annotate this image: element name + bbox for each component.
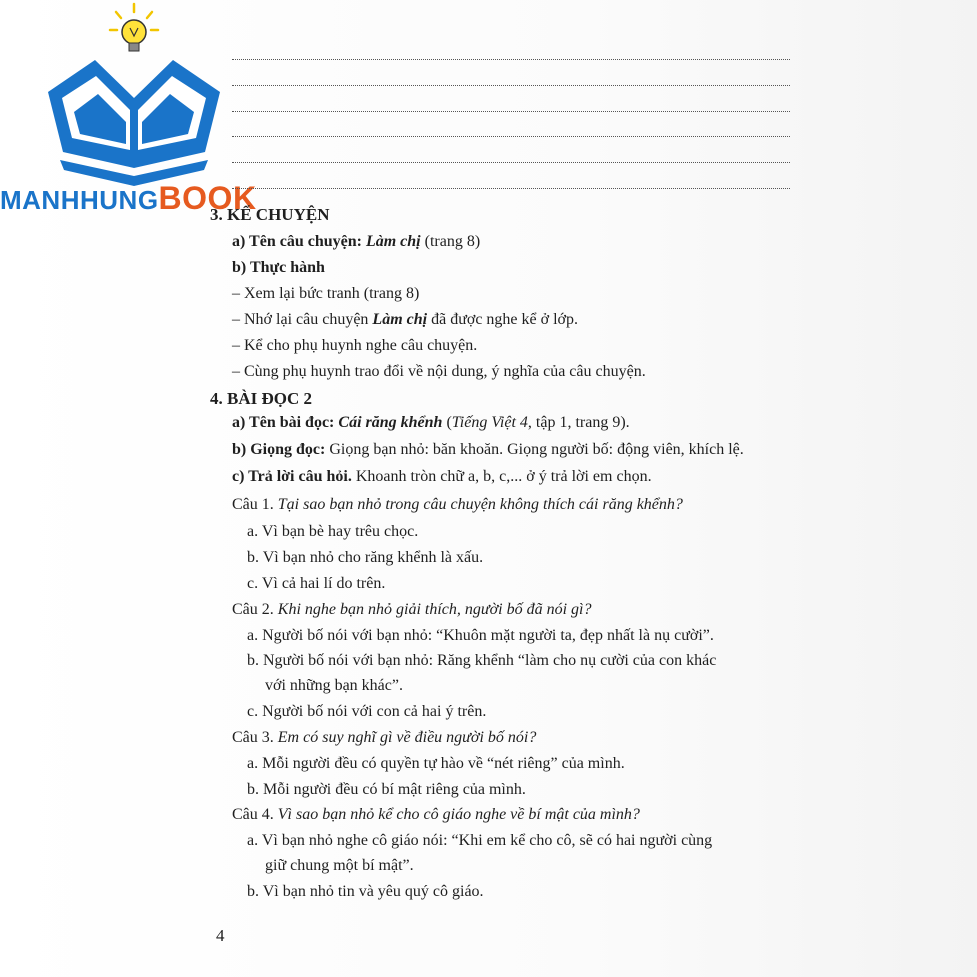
practice-step: – Cùng phụ huynh trao đổi về nội dung, ý nghĩa của câu chuyện.	[232, 363, 646, 380]
story-name-line	[232, 233, 480, 251]
bleed-through-texture	[760, 200, 960, 800]
reading-name-label: a) Tên bài đọc:	[232, 414, 339, 431]
reading-book: Tiếng Việt 4	[451, 414, 528, 431]
brand-part2: BOOK	[158, 180, 257, 216]
reading-name-line	[232, 414, 630, 432]
option-2b[interactable]: b. Người bố nói với bạn nhỏ: Răng khểnh “làm cho nụ cười của con khác	[247, 652, 717, 669]
question-number: Câu 3.	[232, 729, 278, 746]
answer-line	[232, 111, 790, 112]
section3-heading: 3. KỂ CHUYỆN	[210, 205, 330, 224]
book-lightbulb-icon	[0, 0, 290, 200]
question-number: Câu 2.	[232, 601, 278, 618]
option-3a[interactable]: a. Mỗi người đều có quyền tự hào về “nét riêng” của mình.	[247, 755, 625, 772]
question-3	[232, 729, 536, 747]
option-4a-continued: giữ chung một bí mật”.	[265, 857, 414, 874]
practice-step-text: – Nhớ lại câu chuyện	[232, 311, 373, 328]
question-text: Vì sao bạn nhỏ kể cho cô giáo nghe về bí mật của mình?	[277, 806, 640, 823]
answer-line	[232, 162, 790, 163]
reading-title: Cái răng khểnh	[338, 414, 443, 431]
answer-line	[232, 59, 790, 60]
answer-instruction-text: Khoanh tròn chữ a, b, c,... ở ý trả lời em chọn.	[351, 468, 652, 485]
option-1a[interactable]: a. Vì bạn bè hay trêu chọc.	[247, 523, 419, 540]
option-4b[interactable]: b. Vì bạn nhỏ tin và yêu quý cô giáo.	[247, 883, 484, 900]
section4-heading: 4. BÀI ĐỌC 2	[210, 389, 313, 408]
option-3b[interactable]: b. Mỗi người đều có bí mật riêng của mình.	[247, 781, 526, 798]
brand-part1: MANHHUNG	[0, 185, 159, 215]
question-2	[232, 601, 591, 619]
question-number: Câu 1.	[232, 496, 278, 513]
question-text: Khi nghe bạn nhỏ giải thích, người bố đã nói gì?	[277, 601, 592, 618]
option-1b[interactable]: b. Vì bạn nhỏ cho răng khểnh là xấu.	[247, 549, 484, 566]
story-name-label: a) Tên câu chuyện:	[232, 233, 366, 250]
answer-instruction-line	[232, 468, 652, 486]
option-1c[interactable]: c. Vì cả hai lí do trên.	[247, 575, 386, 592]
story-title: Làm chị	[365, 233, 421, 250]
reading-voice-line	[232, 441, 744, 459]
practice-heading: b) Thực hành	[232, 259, 325, 276]
option-4a[interactable]: a. Vì bạn nhỏ nghe cô giáo nói: “Khi em kể cho cô, sẽ có hai người cùng	[247, 832, 713, 849]
question-text: Tại sao bạn nhỏ trong câu chuyện không thích cái răng khểnh?	[277, 496, 683, 513]
question-number: Câu 4.	[232, 806, 278, 823]
practice-step-text: đã được nghe kể ở lớp.	[427, 311, 578, 328]
question-text: Em có suy nghĩ gì về điều người bố nói?	[277, 729, 537, 746]
reading-voice-text: Giọng bạn nhỏ: băn khoăn. Giọng người bố: động viên, khích lệ.	[325, 441, 744, 458]
practice-step: – Kể cho phụ huynh nghe câu chuyện.	[232, 337, 478, 354]
reading-page: , tập 1, trang 9).	[527, 414, 630, 431]
story-page: (trang 8)	[420, 233, 481, 250]
option-2a[interactable]: a. Người bố nói với bạn nhỏ: “Khuôn mặt người ta, đẹp nhất là nụ cười”.	[247, 627, 714, 644]
answer-instruction-label: c) Trả lời câu hỏi.	[232, 468, 352, 485]
answer-line	[232, 188, 790, 189]
practice-step: – Xem lại bức tranh (trang 8)	[232, 285, 420, 302]
brand-logo	[0, 0, 290, 215]
question-1	[232, 496, 683, 514]
option-2c[interactable]: c. Người bố nói với con cả hai ý trên.	[247, 703, 487, 720]
practice-step	[232, 311, 578, 329]
answer-line	[232, 136, 790, 137]
reading-voice-label: b) Giọng đọc:	[232, 441, 326, 458]
practice-step-title: Làm chị	[372, 311, 428, 328]
reading-paren: (	[442, 414, 452, 431]
page-number: 4	[216, 926, 225, 945]
question-4	[232, 806, 640, 824]
answer-line	[232, 85, 790, 86]
option-2b-continued: với những bạn khác”.	[265, 677, 403, 694]
